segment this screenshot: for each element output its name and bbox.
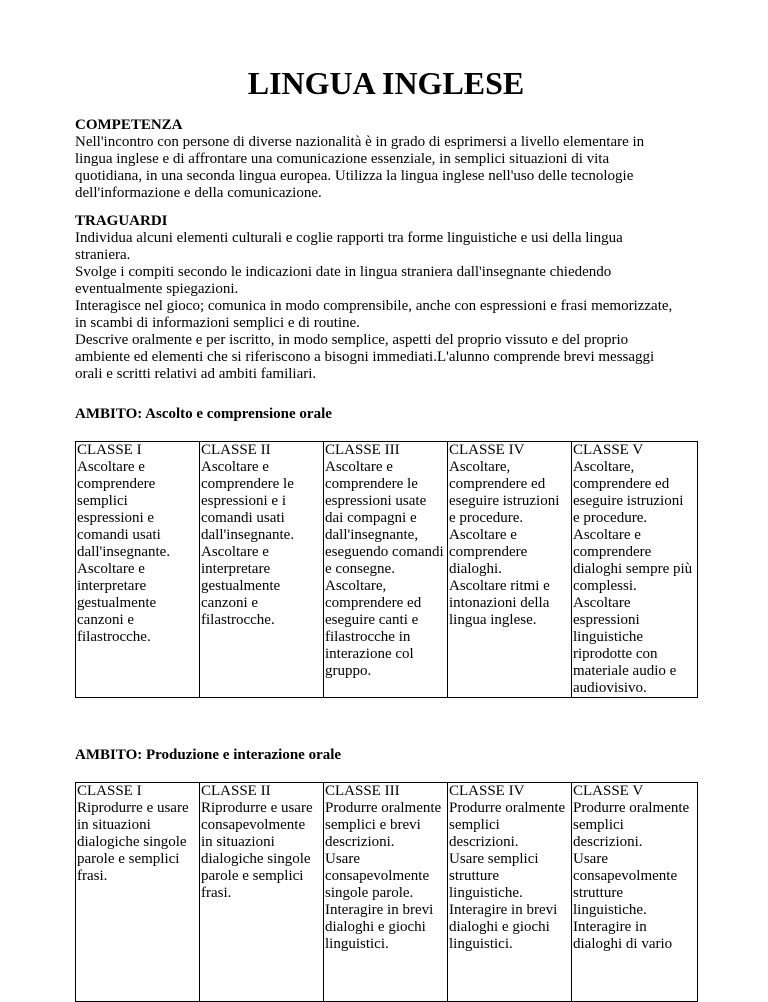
ambito2-cell-classe-1	[76, 783, 200, 1002]
cell-line: comandi usati	[201, 510, 285, 526]
cell-line: Ascoltare e	[201, 544, 269, 560]
cell-line: dall'insegnante.	[77, 544, 171, 560]
cell-line: comandi usati	[77, 527, 161, 543]
cell-line: linguistici.	[449, 936, 513, 952]
column-header: CLASSE III	[325, 442, 400, 458]
ambito1-cell-classe-5	[572, 442, 698, 698]
cell-line: dialoghi sempre più	[573, 561, 693, 577]
ambito1-cell-classe-1	[76, 442, 200, 698]
cell-line: Ascoltare e	[573, 527, 641, 543]
cell-line: Interagire in	[573, 919, 647, 935]
cell-line: consapevolmente	[573, 868, 678, 884]
cell-text	[201, 459, 322, 629]
cell-line: comprendere	[573, 544, 652, 560]
traguardi-line: Svolge i compiti secondo le indicazioni date in lingua straniera dall'insegnante chiedendo	[75, 264, 612, 280]
cell-line: descrizioni.	[449, 834, 519, 850]
cell-line: materiale audio e	[573, 663, 677, 679]
competenza-section	[75, 117, 715, 202]
cell-line: dall'insegnante.	[201, 527, 295, 543]
cell-line: complessi.	[573, 578, 637, 594]
cell-line: Ascoltare e	[201, 459, 269, 475]
cell-line: Ascoltare e	[77, 459, 145, 475]
ambito2-table	[75, 782, 698, 1002]
cell-line: strutture	[573, 885, 623, 901]
cell-line: e procedure.	[449, 510, 524, 526]
competenza-line: dell'informazione e della comunicazione.	[75, 185, 322, 201]
ambito1-cell-classe-3	[324, 442, 448, 698]
cell-line: Interagire in brevi	[325, 902, 434, 918]
cell-line: eseguire istruzioni	[449, 493, 560, 509]
cell-line: comprendere ed	[325, 595, 422, 611]
cell-line: Produrre oralmente	[573, 800, 690, 816]
traguardi-line: Individua alcuni elementi culturali e coglie rapporti tra forme linguistiche e usi della lingua	[75, 230, 623, 246]
ambito1-cell-classe-4	[448, 442, 572, 698]
competenza-line: lingua inglese e di affrontare una comunicazione essenziale, in semplici situazioni di vita	[75, 151, 610, 167]
cell-line: consapevolmente	[201, 817, 306, 833]
cell-line: eseguendo comandi	[325, 544, 444, 560]
cell-line: espressioni e i	[201, 493, 286, 509]
cell-line: in situazioni	[201, 834, 275, 850]
ambito1-body-row	[76, 442, 698, 698]
traguardi-line: orali e scritti relativi ad ambiti familiari.	[75, 366, 317, 382]
cell-line: linguistiche.	[449, 885, 523, 901]
cell-line: Riprodurre e usare	[201, 800, 313, 816]
cell-line: gestualmente	[201, 578, 281, 594]
cell-line: linguistiche.	[573, 902, 647, 918]
cell-line: dialogiche singole	[77, 834, 187, 850]
cell-line: comprendere ed	[573, 476, 670, 492]
cell-line: canzoni e	[77, 612, 135, 628]
traguardi-heading: TRAGUARDI	[75, 213, 168, 229]
cell-text	[201, 800, 322, 902]
cell-line: semplici	[77, 493, 128, 509]
cell-line: comprendere	[77, 476, 156, 492]
ambito1-cell-classe-2	[200, 442, 324, 698]
cell-line: filastrocche.	[201, 612, 275, 628]
competenza-line: quotidiana, in una seconda lingua europea. Utilizza la lingua inglese nell'uso delle tecnologie	[75, 168, 634, 184]
cell-line: dialoghi e giochi	[325, 919, 426, 935]
cell-line: espressioni e	[77, 510, 155, 526]
cell-text	[77, 800, 198, 885]
ambito2-cell-classe-5	[572, 783, 698, 1002]
cell-line: Usare	[573, 851, 608, 867]
cell-line: comprendere ed	[449, 476, 546, 492]
column-header: CLASSE V	[573, 442, 644, 458]
traguardi-line: eventualmente spiegazioni.	[75, 281, 239, 297]
column-header: CLASSE V	[573, 783, 644, 799]
cell-line: lingua inglese.	[449, 612, 537, 628]
cell-line: semplici e brevi	[325, 817, 421, 833]
cell-line: singole parole.	[325, 885, 414, 901]
cell-line: comprendere	[449, 544, 528, 560]
cell-line: comprendere le	[325, 476, 418, 492]
cell-line: descrizioni.	[325, 834, 395, 850]
column-header: CLASSE I	[77, 783, 142, 799]
cell-line: intonazioni della	[449, 595, 550, 611]
competenza-heading: COMPETENZA	[75, 117, 183, 133]
cell-line: filastrocche in	[325, 629, 411, 645]
traguardi-line: Descrive oralmente e per iscritto, in modo semplice, aspetti del proprio vissuto e del proprio	[75, 332, 629, 348]
cell-line: in situazioni	[77, 817, 151, 833]
traguardi-section	[75, 213, 715, 383]
cell-line: Produrre oralmente	[325, 800, 442, 816]
cell-line: semplici	[449, 817, 500, 833]
cell-line: frasi.	[201, 885, 232, 901]
cell-line: interazione col	[325, 646, 414, 662]
cell-text	[325, 459, 446, 680]
column-header: CLASSE II	[201, 783, 271, 799]
cell-line: eseguire canti e	[325, 612, 419, 628]
cell-line: e procedure.	[573, 510, 648, 526]
cell-text	[77, 459, 198, 646]
cell-line: dialoghi e giochi	[449, 919, 550, 935]
ambito2-cell-classe-3	[324, 783, 448, 1002]
cell-line: riprodotte con	[573, 646, 658, 662]
ambito2-body-row	[76, 783, 698, 1002]
column-header: CLASSE I	[77, 442, 142, 458]
cell-line: Ascoltare ritmi e	[449, 578, 550, 594]
cell-line: Ascoltare e	[325, 459, 393, 475]
cell-line: descrizioni.	[573, 834, 643, 850]
cell-line: consapevolmente	[325, 868, 430, 884]
cell-line: Produrre oralmente	[449, 800, 566, 816]
ambito2-cell-classe-4	[448, 783, 572, 1002]
cell-line: interpretare	[77, 578, 147, 594]
ambito1-table	[75, 441, 698, 698]
column-header: CLASSE IV	[449, 783, 525, 799]
cell-line: semplici	[573, 817, 624, 833]
traguardi-line: straniera.	[75, 247, 131, 263]
ambito1-heading-wrap	[75, 406, 715, 423]
ambito2-heading: AMBITO: Produzione e interazione orale	[75, 747, 342, 763]
cell-line: dall'insegnante,	[325, 527, 419, 543]
cell-line: Usare	[325, 851, 360, 867]
cell-line: e consegne.	[325, 561, 395, 577]
traguardi-line: in scambi di informazioni semplici e di routine.	[75, 315, 360, 331]
cell-line: gruppo.	[325, 663, 372, 679]
cell-line: linguistiche	[573, 629, 643, 645]
column-header: CLASSE IV	[449, 442, 525, 458]
cell-line: Interagire in brevi	[449, 902, 558, 918]
cell-line: espressioni usate	[325, 493, 427, 509]
ambito1-heading: AMBITO: Ascolto e comprensione orale	[75, 406, 332, 422]
cell-line: Ascoltare,	[573, 459, 635, 475]
column-header: CLASSE II	[201, 442, 271, 458]
ambito2-heading-wrap	[75, 747, 715, 764]
cell-line: dialogiche singole	[201, 851, 311, 867]
page-title: LINGUA INGLESE	[247, 65, 525, 101]
cell-text	[325, 800, 446, 953]
cell-line: interpretare	[201, 561, 271, 577]
cell-line: Usare semplici	[449, 851, 539, 867]
cell-line: Ascoltare,	[449, 459, 511, 475]
cell-line: linguistici.	[325, 936, 389, 952]
traguardi-line: Interagisce nel gioco; comunica in modo comprensibile, anche con espressioni e frasi memorizzate,	[75, 298, 673, 314]
cell-line: Ascoltare e	[77, 561, 145, 577]
cell-line: Ascoltare,	[325, 578, 387, 594]
traguardi-line: ambiente ed elementi che si riferiscono a bisogni immediati.L'alunno comprende brevi messaggi	[75, 349, 655, 365]
cell-line: parole e semplici	[77, 851, 180, 867]
cell-line: gestualmente	[77, 595, 157, 611]
cell-line: dialoghi di vario	[573, 936, 673, 952]
cell-line: filastrocche.	[77, 629, 151, 645]
cell-text	[573, 459, 696, 697]
cell-text	[573, 800, 696, 953]
competenza-line: Nell'incontro con persone di diverse nazionalità è in grado di esprimersi a livello elementare in	[75, 134, 645, 150]
cell-line: strutture	[449, 868, 499, 884]
cell-line: canzoni e	[201, 595, 259, 611]
cell-line: espressioni	[573, 612, 640, 628]
cell-line: dai compagni e	[325, 510, 417, 526]
cell-line: Ascoltare e	[449, 527, 517, 543]
cell-text	[449, 800, 570, 953]
cell-line: eseguire istruzioni	[573, 493, 684, 509]
column-header: CLASSE III	[325, 783, 400, 799]
cell-line: comprendere le	[201, 476, 294, 492]
cell-line: dialoghi.	[449, 561, 502, 577]
cell-line: frasi.	[77, 868, 108, 884]
ambito2-cell-classe-2	[200, 783, 324, 1002]
cell-line: audiovisivo.	[573, 680, 647, 696]
cell-text	[449, 459, 570, 629]
cell-line: Riprodurre e usare	[77, 800, 189, 816]
cell-line: Ascoltare	[573, 595, 631, 611]
cell-line: parole e semplici	[201, 868, 304, 884]
